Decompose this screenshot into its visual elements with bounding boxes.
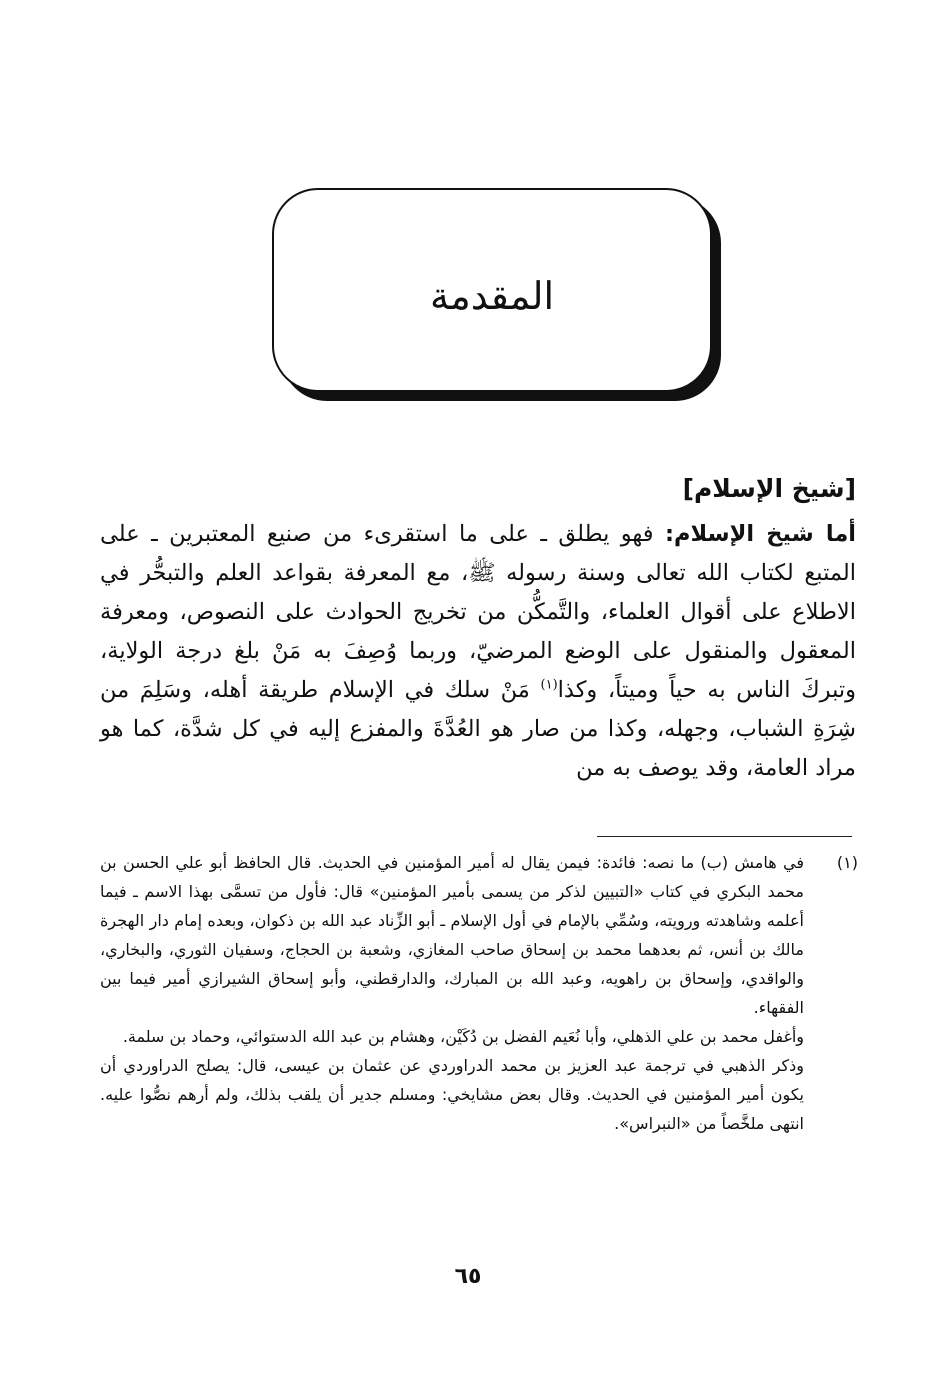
lead-phrase: أما شيخ الإسلام: — [664, 521, 856, 547]
footnote-paragraph: وأغفل محمد بن علي الذهلي، وأبا نُعَيم الفضل بن دُكَيْن، وهشام بن عبد الله الدستوائي، وحماد بن سلمة. — [122, 1027, 804, 1046]
footnote-number: (١) — [836, 853, 858, 872]
page-number: ٦٥ — [454, 1264, 482, 1289]
main-paragraph — [100, 515, 856, 788]
footnotes-section — [100, 848, 858, 1138]
footnote-separator — [597, 836, 852, 837]
footnote-1 — [100, 848, 858, 1138]
footnote-paragraph: في هامش (ب) ما نصه: فائدة: فيمن يقال له أمير المؤمنين في الحديث. قال الحافظ أبو علي الحسن بن محمد البكري في كتاب «التبيين لذكر من يسمى بأمير المؤمنين» قال: فأول من تسمَّى بهذا الاسم ـ فيما أعلمه وشاهدته ورويته، وسُمِّي بالإمام في أول الإسلام ـ أبو الزِّناد عبد الله بن ذكوان، وبعده إمام دار الهجرة مالك بن أنس، ثم بعدهما محمد بن إسحاق صاحب المغازي، وشعبة بن الحجاج، وسفيان الثوري، والبخاري، والواقدي، وإسحاق بن راهويه، وعبد الله بن المبارك، والدارقطني، وأبو إسحاق الشيرازي أمير فيما بين الفقهاء. — [100, 853, 804, 1017]
paragraph-text-part1: فهو يطلق ـ على ما استقرىء من صنيع المعتبرين ـ على المتبع لكتاب الله تعالى وسنة رسوله ﷺ، مع المعرفة بقواعد العلم والتبحُّر في الاطلاع على أقوال العلماء، والتَّمكُّن من تخريج الحوادث على النصوص، ومعرفة المعقول والمنقول على الوضع المرضيّ، وربما وُصِفَ به مَنْ بلغ درجة الولاية، وتبركَ الناس به حياً وميتاً، وكذا — [100, 521, 856, 703]
footnote-paragraph: وذكر الذهبي في ترجمة عبد العزيز بن محمد الدراوردي عن عثمان بن عيسى، قال: يصلح الدراوردي أن يكون أمير المؤمنين في الحديث. وقال بعض مشايخي: ومسلم جدير أن يلقب بذلك، ولم أرهم نصُّوا عليه. انتهى ملخَّصاً من «النبراس». — [100, 1056, 804, 1133]
paragraph-text-part2: مَنْ سلك في الإسلام طريقة أهله، وسَلِمَ من شِرَةِ الشباب، وجهله، وكذا من صار هو العُدَّةَ والمفزع إليه في كل شدَّة، كما هو مراد العامة، وقد يوصف به من — [100, 677, 856, 781]
footnote-reference: (١) — [540, 677, 558, 693]
section-heading: [شيخ الإسلام] — [682, 474, 856, 503]
page-title: المقدمة — [430, 274, 555, 318]
title-frame — [272, 188, 712, 392]
